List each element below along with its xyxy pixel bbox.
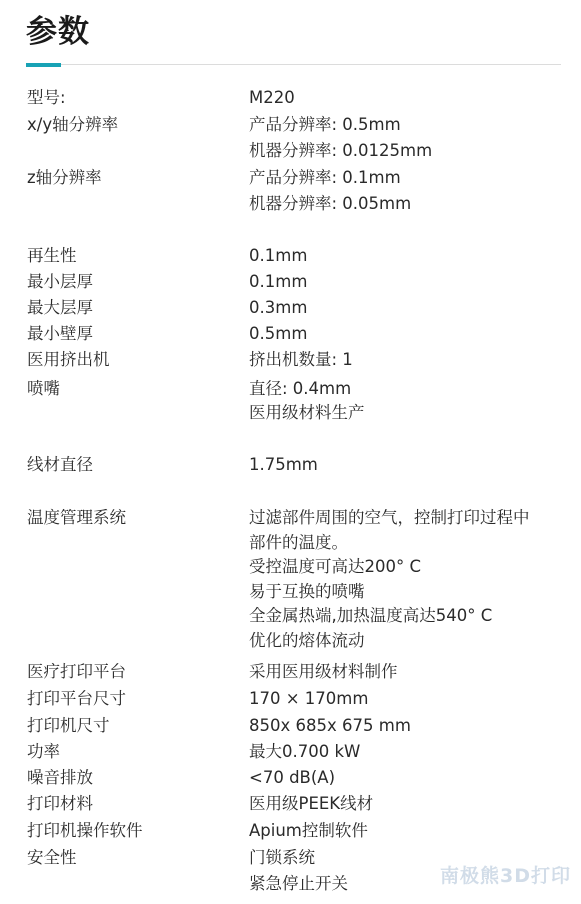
spec-label-reproducibility: 再生性 — [27, 246, 77, 265]
spec-value-print-platform: 采用医用级材料制作 — [249, 662, 398, 681]
spec-value-thermal-line-1: 过滤部件周围的空气，控制打印过程中 — [249, 508, 530, 527]
spec-value-door-lock: 门锁系统 — [249, 848, 315, 867]
title-accent-bar — [26, 63, 61, 67]
spec-label-extruder: 医用挤出机 — [27, 350, 110, 369]
spec-value-xy-machine: 机器分辨率: 0.0125mm — [249, 141, 433, 160]
spec-label-material: 打印材料 — [27, 794, 93, 813]
spec-value-xy-product: 产品分辨率: 0.5mm — [249, 115, 401, 134]
spec-label-nozzle: 喷嘴 — [27, 379, 60, 398]
spec-label-printer-size: 打印机尺寸 — [27, 716, 110, 735]
spec-label-safety: 安全性 — [27, 848, 77, 867]
spec-value-extruder: 挤出机数量: 1 — [249, 350, 353, 369]
spec-label-software: 打印机操作软件 — [27, 821, 143, 840]
spec-label-platform-size: 打印平台尺寸 — [27, 689, 126, 708]
watermark-text: 南极熊3D打印 — [440, 865, 571, 887]
spec-value-nozzle-material: 医用级材料生产 — [249, 403, 365, 422]
spec-value-thermal-line-5: 全金属热端,加热温度高达540° C — [249, 606, 493, 625]
spec-value-filament-diameter: 1.75mm — [249, 455, 318, 474]
spec-label-print-platform: 医疗打印平台 — [27, 662, 126, 681]
spec-value-noise: <70 dB(A) — [249, 768, 336, 787]
spec-label-model: 型号: — [27, 88, 66, 107]
spec-label-min-wall: 最小壁厚 — [27, 324, 93, 343]
spec-value-z-product: 产品分辨率: 0.1mm — [249, 168, 401, 187]
spec-value-reproducibility: 0.1mm — [249, 246, 308, 265]
spec-value-emergency-stop: 紧急停止开关 — [249, 874, 348, 893]
spec-value-material: 医用级PEEK线材 — [249, 794, 374, 813]
spec-value-printer-size: 850x 685x 675 mm — [249, 716, 411, 735]
spec-value-software: Apium控制软件 — [249, 821, 368, 840]
spec-value-platform-size: 170 × 170mm — [249, 689, 369, 708]
spec-value-model: M220 — [249, 88, 295, 107]
spec-label-noise: 噪音排放 — [27, 768, 93, 787]
spec-label-power: 功率 — [27, 742, 60, 761]
title-divider — [26, 64, 561, 65]
spec-value-nozzle-diameter: 直径: 0.4mm — [249, 379, 352, 398]
spec-label-filament-diameter: 线材直径 — [27, 455, 93, 474]
page-title: 参数 — [26, 14, 90, 50]
spec-value-min-wall: 0.5mm — [249, 324, 308, 343]
spec-label-thermal-management: 温度管理系统 — [27, 508, 126, 527]
spec-label-z-resolution: z轴分辨率 — [27, 168, 102, 187]
spec-label-max-layer: 最大层厚 — [27, 298, 93, 317]
spec-label-min-layer: 最小层厚 — [27, 272, 93, 291]
spec-value-power: 最大0.700 kW — [249, 742, 361, 761]
spec-value-thermal-line-3: 受控温度可高达200° C — [249, 557, 422, 576]
spec-value-thermal-line-6: 优化的熔体流动 — [249, 631, 365, 650]
spec-value-z-machine: 机器分辨率: 0.05mm — [249, 194, 412, 213]
spec-value-min-layer: 0.1mm — [249, 272, 308, 291]
spec-value-thermal-line-2: 部件的温度。 — [249, 533, 348, 552]
spec-label-xy-resolution: x/y轴分辨率 — [27, 115, 119, 134]
spec-value-max-layer: 0.3mm — [249, 298, 308, 317]
spec-value-thermal-line-4: 易于互换的喷嘴 — [249, 582, 365, 601]
